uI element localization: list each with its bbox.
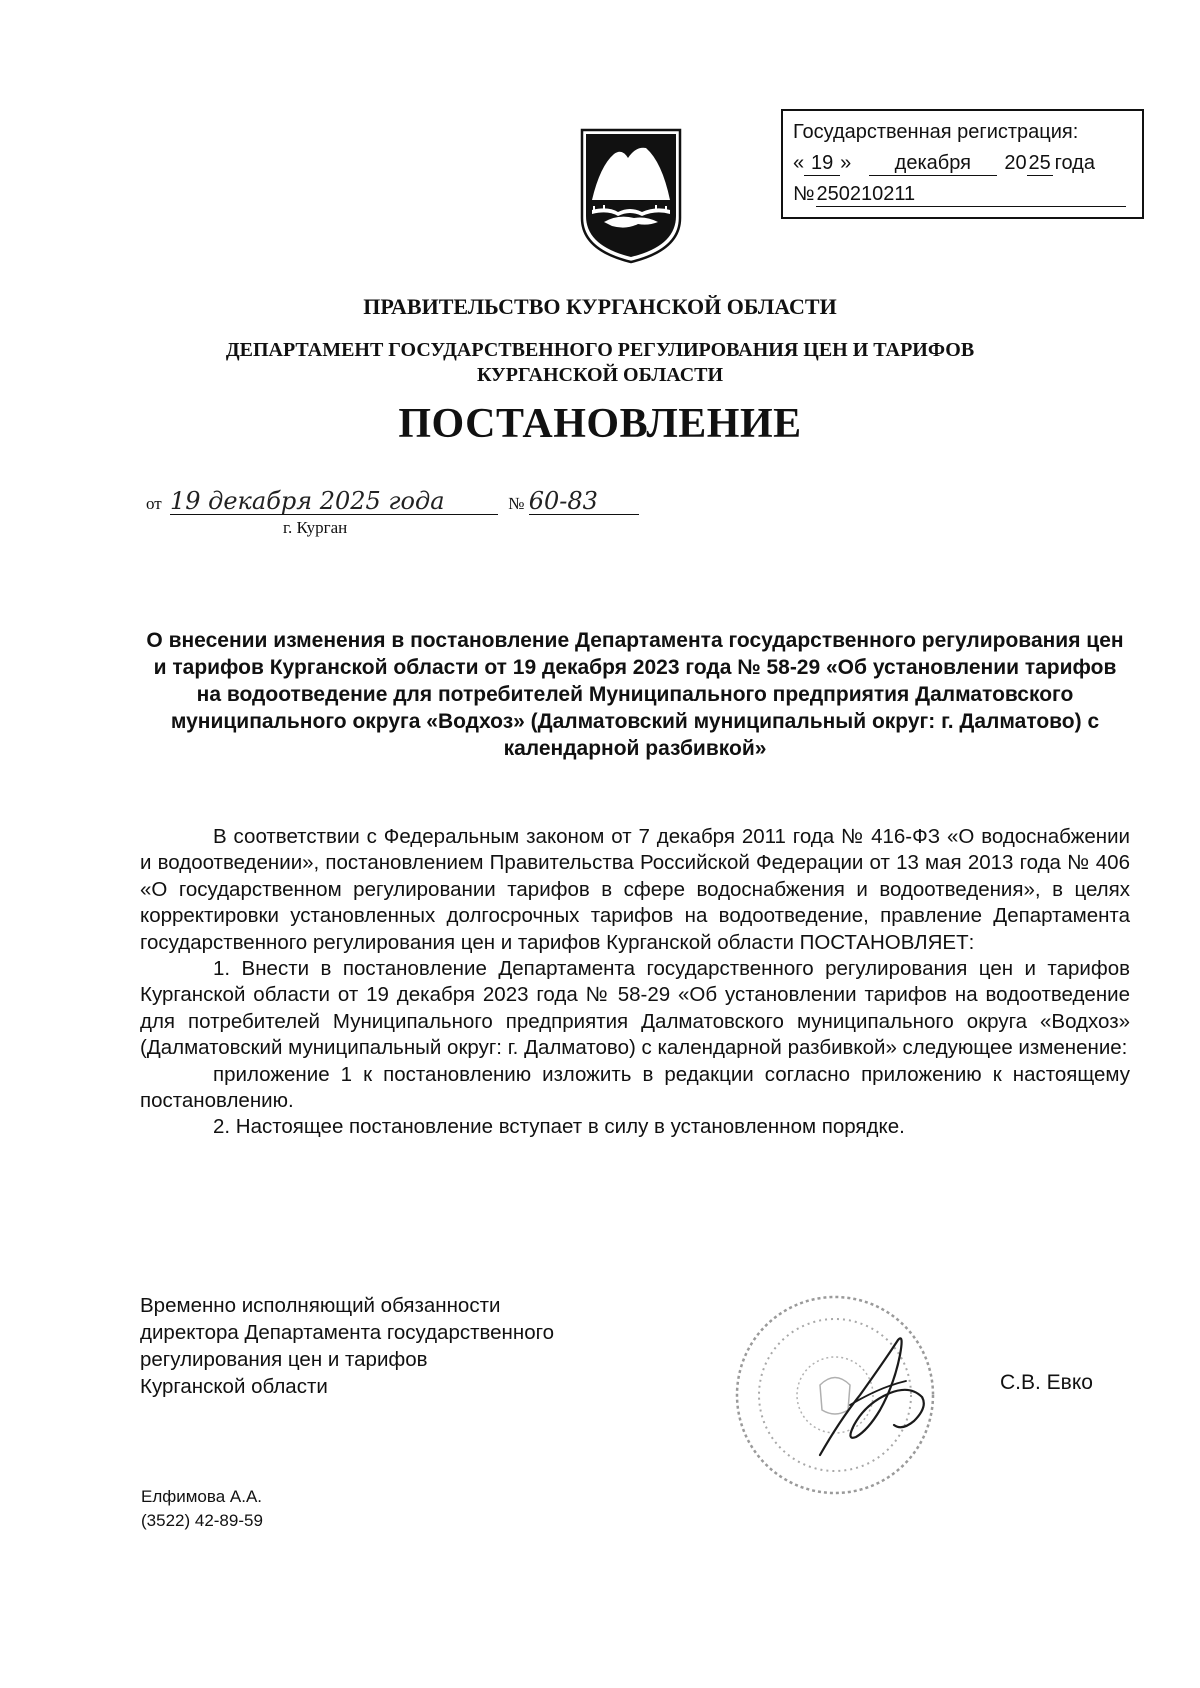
registration-number: 250210211	[816, 182, 1126, 207]
signatory-title-line4: Курганской области	[140, 1375, 328, 1398]
registration-number-label: №	[793, 183, 815, 205]
registration-number-row	[793, 179, 1134, 210]
registration-year-suffix: 25	[1028, 152, 1051, 174]
department-title-line2: КУРГАНСКОЙ ОБЛАСТИ	[476, 364, 724, 386]
body-paragraph-3: приложение 1 к постановлению изложить в редакции согласно приложению к настоящему постановлению.	[140, 1062, 1130, 1113]
document-type-title: ПОСТАНОВЛЕНИЕ	[398, 401, 802, 447]
registration-label: Государственная регистрация:	[793, 121, 1079, 143]
handwritten-doc-number: 60-83	[529, 488, 639, 515]
date-number-line	[146, 488, 639, 515]
registration-month: декабря	[869, 151, 997, 176]
registration-year-word: года	[1054, 152, 1095, 174]
registration-year-prefix: 20	[1004, 152, 1027, 174]
signatory-title-line3: регулирования цен и тарифов	[140, 1348, 428, 1371]
government-title: ПРАВИТЕЛЬСТВО КУРГАНСКОЙ ОБЛАСТИ	[363, 294, 837, 319]
executor-phone: (3522) 42-89-59	[141, 1511, 263, 1530]
body-paragraph-1: В соответствии с Федеральным законом от 7 декабря 2011 года № 416-ФЗ «О водоснабжении и водоотведении», постановлением Правительства Российской Федерации от 13 мая 2013 года № 406 «О государственном регулировании тарифов в сфере водоснабжения и водоотведения», в целях корректировки установленных долгосрочных тарифов на водоотведение, правление Департамента государственного регулирования цен и тарифов Курганской области ПОСТАНОВЛЯЕТ:	[140, 825, 1130, 954]
doc-number-label: №	[508, 494, 525, 513]
coat-of-arms-emblem	[578, 126, 684, 266]
signatory-name: С.В. Евко	[1000, 1371, 1093, 1394]
signatory-title	[140, 1292, 554, 1400]
department-title-line1: ДЕПАРТАМЕНТ ГОСУДАРСТВЕННОГО РЕГУЛИРОВАНИЯ ЦЕН И ТАРИФОВ	[225, 339, 975, 361]
handwritten-signature	[810, 1325, 940, 1465]
executor-name: Елфимова А.А.	[141, 1487, 263, 1506]
registration-day: 19	[804, 151, 840, 176]
signatory-title-line2: директора Департамента государственного	[140, 1321, 555, 1344]
body-paragraph-2: 1. Внести в постановление Департамента государственного регулирования цен и тарифов Курганской области от 19 декабря 2023 года № 58-29 «Об установлении тарифов на водоотведение для потребителей Муниципального предприятия Далматовского муниципального округа «Водхоз» (Далматовский муниципальный округ: г. Далматово) с календарной разбивкой» следующее изменение:	[140, 957, 1130, 1060]
signatory-title-line1: Временно исполняющий обязанности	[140, 1294, 501, 1317]
department-title	[0, 338, 1200, 388]
document-subject: О внесении изменения в постановление Департамента государственного регулирования цен и тарифов Курганской области от 19 декабря 2023 года № 58-29 «Об установлении тарифов на водоотведение для потребителей Муниципального предприятия Далматовского муниципального округа «Водхоз» (Далматовский муниципальный округ: г. Далматово) с календарной разбивкой»	[146, 629, 1124, 760]
date-from-label: от	[146, 494, 162, 513]
handwritten-date: 19 декабря 2025 года	[170, 488, 498, 515]
document-body	[140, 824, 1130, 1141]
body-paragraph-4: 2. Настоящее постановление вступает в силу в установленном порядке.	[213, 1115, 905, 1139]
executor-info	[141, 1485, 263, 1533]
registration-date: « 19 » декабря 2025 года	[793, 152, 1095, 174]
city-label: г. Курган	[283, 518, 348, 537]
registration-box	[781, 109, 1144, 219]
